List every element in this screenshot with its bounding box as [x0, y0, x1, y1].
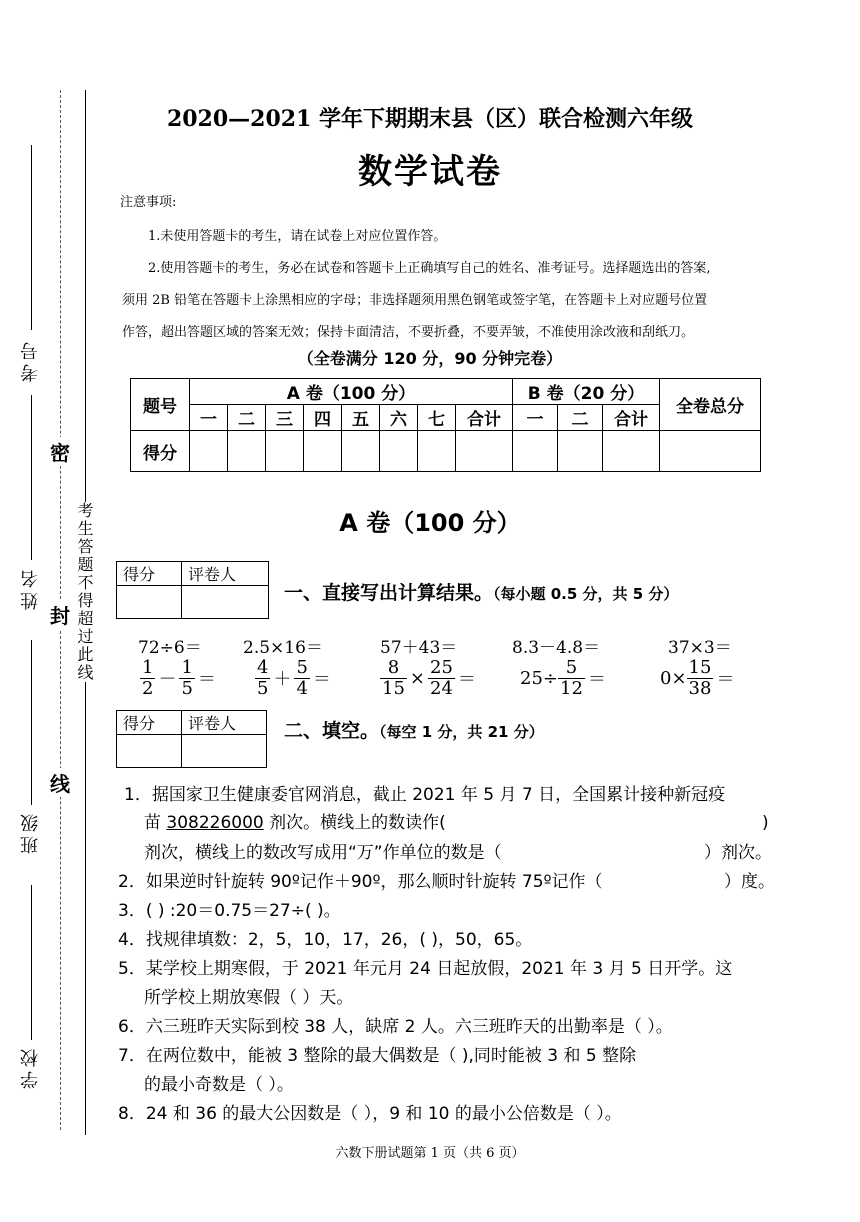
- margin-label-name: 姓名: [20, 566, 41, 610]
- fill-line-class: [31, 640, 32, 805]
- question-6: 6．六三班昨天实际到校 38 人，缺席 2 人。六三班昨天的出勤率是（ ）。: [118, 1017, 673, 1037]
- group-b-header: B 卷（20 分）: [513, 379, 660, 405]
- grader-score-label: 得分: [117, 562, 182, 586]
- exam-title-line1: 2020—2021 学年下期期末县（区）联合检测六年级: [166, 106, 694, 132]
- seal-xian: 线: [50, 768, 70, 797]
- calc-5: 37×3＝: [668, 638, 732, 658]
- notes-heading: 注意事项:: [120, 195, 177, 210]
- score-cell[interactable]: [456, 431, 513, 472]
- grader-score-label: 得分: [117, 711, 182, 735]
- score-cell[interactable]: [660, 431, 761, 472]
- grader-name-label: 评卷人: [182, 711, 267, 735]
- grader-box-part2: [116, 710, 267, 768]
- question-1-line2: 苗 308226000 剂次。横线上的数读作(: [144, 813, 446, 833]
- score-table: [130, 378, 761, 472]
- margin-label-school: 学校: [20, 1045, 41, 1089]
- calc-1: 72÷6＝: [138, 638, 202, 658]
- part1-points: （每小题 0.5 分，共 5 分）: [493, 585, 679, 603]
- vaccine-number: 308226000: [166, 813, 264, 833]
- grader-score-cell[interactable]: [117, 735, 182, 768]
- calc-4: 8.3－4.8＝: [512, 638, 601, 658]
- grader-box-part1: [116, 561, 269, 619]
- grader-name-cell[interactable]: [182, 735, 267, 768]
- total-score-note: （全卷满分 120 分，90 分钟完卷）: [297, 349, 563, 368]
- score-cell[interactable]: [558, 431, 603, 472]
- part2-heading: 二、填空。: [284, 720, 380, 742]
- margin-warning: 考生答题不得超过此线: [75, 502, 94, 682]
- col-a-4: 四: [304, 405, 342, 431]
- question-7-line1: 7．在两位数中，能被 3 整除的最大偶数是（ ),同时能被 3 和 5 整除: [118, 1046, 637, 1066]
- question-4: 4．找规律填数：2，5，10，17，26，( )，50，65。: [118, 930, 533, 950]
- score-cell[interactable]: [513, 431, 558, 472]
- col-a-3: 三: [266, 405, 304, 431]
- question-1-line1: 1．据国家卫生健康委官网消息，截止 2021 年 5 月 7 日，全国累计接种新冠疫: [124, 785, 726, 805]
- col-a-7: 七: [418, 405, 456, 431]
- question-5-line2: 所学校上期放寒假（ ）天。: [144, 988, 354, 1008]
- calc-2: 2.5×16＝: [243, 638, 323, 658]
- score-cell[interactable]: [418, 431, 456, 472]
- seal-feng: 封: [50, 600, 70, 629]
- margin-label-class: 班级: [20, 810, 41, 854]
- notes-item-2-line2: 须用 2B 铅笔在答题卡上涂黑相应的字母；非选择题须用黑色钢笔或签字笔，在答题卡上对应题号位置: [122, 293, 708, 308]
- score-cell[interactable]: [603, 431, 660, 472]
- question-2: 2．如果逆时针旋转 90º记作＋90º，那么顺时针旋转 75º记作（: [118, 872, 603, 892]
- fill-line-school: [31, 885, 32, 1040]
- notes-item-2-line1: 2.使用答题卡的考生，务必在试卷和答题卡上正确填写自己的姓名、准考证号。选择题选出的答案,: [148, 261, 711, 276]
- col-a-6: 六: [380, 405, 418, 431]
- col-a-5: 五: [342, 405, 380, 431]
- col-a-2: 二: [228, 405, 266, 431]
- row-header-question: 题号: [131, 379, 190, 431]
- grader-score-cell[interactable]: [117, 586, 182, 619]
- notes-item-2-line3: 作答，超出答题区域的答案无效；保持卡面清洁，不要折叠，不要弄皱，不准使用涂改液和刮纸刀。: [122, 325, 695, 340]
- grader-name-label: 评卷人: [182, 562, 269, 586]
- score-cell[interactable]: [266, 431, 304, 472]
- question-7-line2: 的最小奇数是（ ）。: [144, 1075, 294, 1095]
- part2-heading-line: [284, 716, 544, 743]
- question-8: 8．24 和 36 的最大公因数是（ ），9 和 10 的最小公倍数是（ ）。: [118, 1104, 622, 1124]
- grader-name-cell[interactable]: [182, 586, 269, 619]
- section-a-title: A 卷（100 分）: [339, 509, 521, 537]
- part1-heading-line: [284, 578, 678, 605]
- col-a-1: 一: [190, 405, 228, 431]
- score-cell[interactable]: [342, 431, 380, 472]
- question-3: 3．( ) :20＝0.75＝27÷( )。: [118, 901, 341, 921]
- part1-heading: 一、直接写出计算结果。: [284, 582, 494, 604]
- exam-title-line2: 数学试卷: [358, 152, 502, 192]
- answer-blank-read[interactable]: ): [762, 813, 769, 833]
- col-b-1: 一: [513, 405, 558, 431]
- calc-8: $\frac{8}{15}$ × $\frac{25}{24}$ ＝: [382, 657, 476, 699]
- page-footer: 六数下册试题第 1 页（共 6 页）: [335, 1146, 525, 1161]
- question-5-line1: 5．某学校上期寒假，于 2021 年元月 24 日起放假，2021 年 3 月 5 日开学。这: [118, 959, 733, 979]
- calc-3: 57＋43＝: [380, 638, 458, 658]
- score-cell[interactable]: [228, 431, 266, 472]
- answer-blank-wan[interactable]: ）剂次。: [704, 843, 772, 863]
- calc-10: 0× $\frac{15}{38}$ ＝: [660, 657, 735, 699]
- total-header: 全卷总分: [660, 379, 761, 431]
- calc-7: $\frac{4}{5}$ ＋ $\frac{5}{4}$ ＝: [257, 657, 331, 699]
- score-cell[interactable]: [380, 431, 418, 472]
- answer-blank-degrees[interactable]: ）度。: [724, 872, 775, 892]
- notes-item-1: 1.未使用答题卡的考生，请在试卷上对应位置作答。: [148, 229, 447, 244]
- score-cell[interactable]: [304, 431, 342, 472]
- col-a-total: 合计: [456, 405, 513, 431]
- col-b-total: 合计: [603, 405, 660, 431]
- seal-mi: 密: [50, 437, 70, 466]
- margin-label-exam-id: 考号: [20, 338, 41, 382]
- score-cell[interactable]: [190, 431, 228, 472]
- calc-6: $\frac{1}{2}$ － $\frac{1}{5}$ ＝: [142, 657, 216, 699]
- group-a-header: A 卷（100 分）: [190, 379, 513, 405]
- part2-points: （每空 1 分，共 21 分）: [379, 723, 544, 741]
- row-header-score: 得分: [131, 431, 190, 472]
- calc-9: 25÷ $\frac{5}{12}$ ＝: [520, 657, 606, 699]
- question-1-line3: 剂次，横线上的数改写成用“万”作单位的数是（: [144, 843, 502, 863]
- col-b-2: 二: [558, 405, 603, 431]
